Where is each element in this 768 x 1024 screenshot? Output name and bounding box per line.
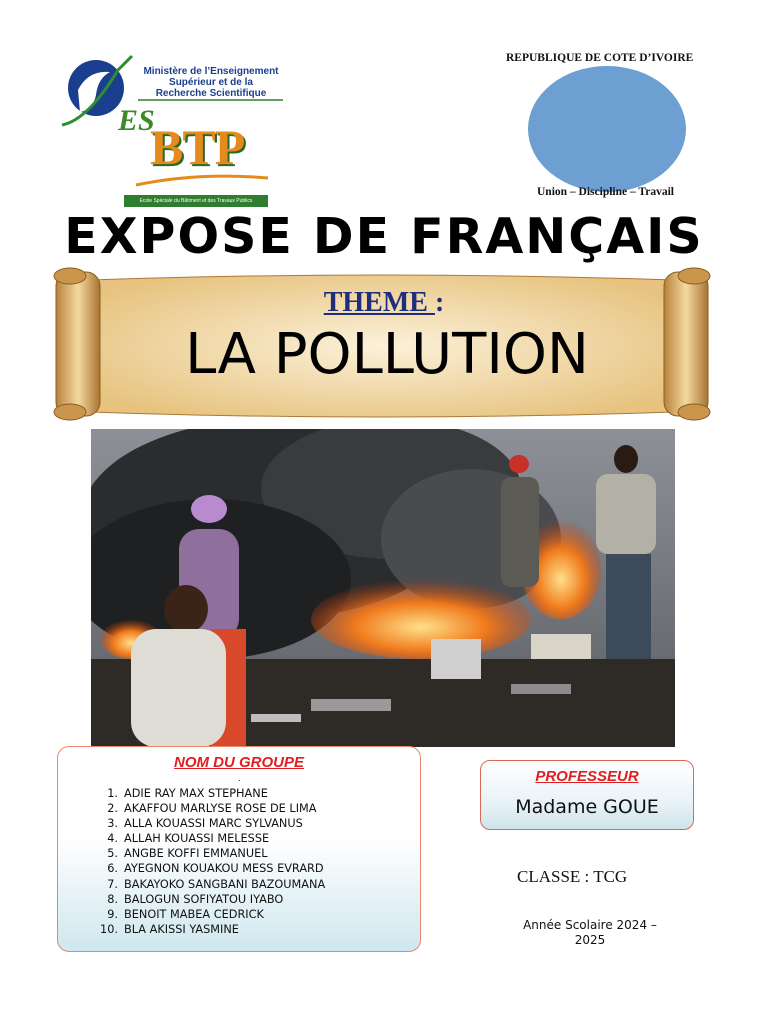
theme-colon: : [434, 287, 445, 318]
member-name: ALLAH KOUASSI MELESSE [124, 832, 270, 846]
group-title: NOM DU GROUPE [173, 754, 304, 771]
logo-btp-text: BTP [150, 119, 245, 175]
list-number: 7. [107, 877, 118, 891]
member-name: BALOGUN SOFIYATOU IYABO [124, 892, 284, 906]
list-item [88, 831, 325, 846]
school-year: Année Scolaire 2024 – 2025 [523, 918, 657, 947]
list-item [88, 861, 325, 876]
list-item [88, 922, 325, 937]
list-number: 5. [107, 847, 118, 861]
ministry-line: Supérieur et de la [169, 77, 253, 88]
list-item [88, 892, 325, 907]
theme-word: THEME [323, 287, 435, 318]
theme-value: LA POLLUTION [185, 322, 589, 387]
list-item [88, 786, 325, 801]
professor-title: PROFESSEUR [535, 768, 639, 785]
national-motto: Union – Discipline – Travail [537, 186, 674, 198]
school-name-band: Ecole Spéciale du Bâtiment et des Travaux Publics [124, 195, 268, 207]
list-number: 4. [107, 832, 118, 846]
professor-name: Madame GOUE [515, 796, 659, 818]
country-name: REPUBLIQUE DE COTE D’IVOIRE [506, 52, 694, 64]
member-name: ANGBE KOFFI EMMANUEL [124, 847, 268, 861]
list-number: 2. [107, 802, 118, 816]
list-number: 8. [107, 892, 118, 906]
member-name: ALLA KOUASSI MARC SYLVANUS [124, 817, 303, 831]
list-number: 6. [107, 862, 118, 876]
list-item [88, 877, 325, 892]
theme-label [0, 287, 768, 319]
member-name: BAKAYOKO SANGBANI BAZOUMANA [124, 877, 326, 891]
ministry-line: Ministère de l’Enseignement [143, 66, 279, 77]
member-name: AKAFFOU MARLYSE ROSE DE LIMA [124, 802, 317, 816]
list-item [88, 907, 325, 922]
list-item [88, 846, 325, 861]
member-name: BLA AKISSI YASMINE [124, 922, 239, 936]
page-title: EXPOSE DE FRANÇAIS [64, 208, 704, 265]
member-name: ADIE RAY MAX STEPHANE [124, 787, 268, 800]
class-label: CLASSE : TCG [517, 867, 628, 886]
list-number: 1. [107, 787, 118, 800]
member-name: BENOIT MABEA CEDRICK [124, 907, 264, 921]
list-number: 10. [100, 922, 118, 936]
logo-es-text: ES [118, 104, 155, 137]
list-item [88, 801, 325, 816]
emblem-oval [528, 66, 686, 192]
list-number: 3. [107, 817, 118, 831]
pollution-photo [91, 429, 675, 747]
member-name: AYEGNON KOUAKOU MESS EVRARD [124, 862, 324, 876]
list-item [88, 816, 325, 831]
member-list [88, 786, 325, 937]
list-number: 9. [107, 907, 118, 921]
ministry-name [136, 66, 286, 99]
ministry-line: Recherche Scientifique [155, 88, 267, 99]
decorative-dot: . [238, 774, 241, 783]
